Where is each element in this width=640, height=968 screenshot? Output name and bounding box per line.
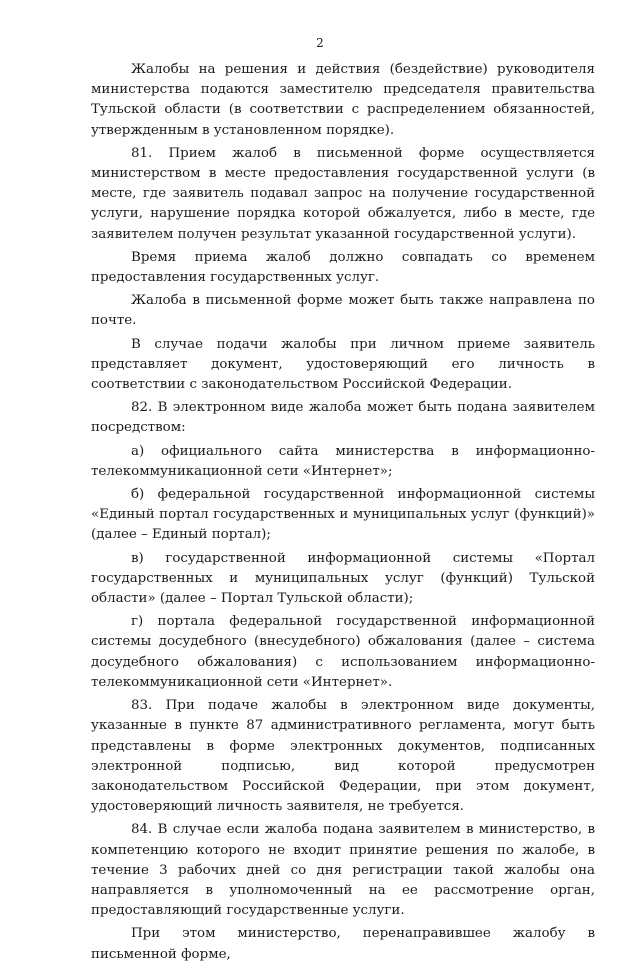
paragraph-reception-time: Время приема жалоб должно совпадать со временем предоставления государственных услуг. <box>91 249 595 286</box>
paragraph-personal-reception: В случае подачи жалобы при личном приеме заявитель представляет документ, удостоверяющий его личность в соответствии с законодательством Российской Федерации. <box>91 336 595 393</box>
paragraph-redirect: При этом министерство, перенаправившее жалобу в письменной форме, <box>91 926 595 962</box>
page-number: 2 <box>316 36 324 50</box>
paragraph-84: 84. В случае если жалоба подана заявителем в министерство, в компетенцию которого не входит принятие решения по жалобе, в течение 3 рабочих дней со дня регистрации такой жалобы она направляется в уполномоченный на ее рассмотрение орган, предоставляющий государственные услуги. <box>91 822 595 919</box>
paragraph-83: 83. При подаче жалобы в электронном виде документы, указанные в пункте 87 административного регламента, могут быть представлены в форме электронных документов, подписанных электронной подписью, вид которой предусмотрен законодательством Российской Федерации, при этом документ, удостоверяющий личность заявителя, не требуется. <box>91 698 595 815</box>
paragraph-82-g: г) портала федеральной государственной информационной системы досудебного (внесудебного) обжалования (далее – система досудебного обжалования) с использованием информационно-телекоммуникационной сети «Интернет». <box>91 614 595 690</box>
document-body <box>91 60 595 968</box>
paragraph-82-v: в) государственной информационной системы «Портал государственных и муниципальных услуг (функций) Тульской области» (далее – Портал Тульской области); <box>91 550 595 607</box>
paragraph-82-b: б) федеральной государственной информационной системы «Единый портал государственных и муниципальных услуг (функций)» (далее – Единый портал); <box>91 487 595 543</box>
paragraph-81: 81. Прием жалоб в письменной форме осуществляется министерством в месте предоставления государственной услуги (в месте, где заявитель подавал запрос на получение государственной услуги, нарушение порядка которой обжалуется, либо в месте, где заявителем получен результат указанной государственной услуги). <box>91 145 595 242</box>
paragraph-82: 82. В электронном виде жалоба может быть подана заявителем посредством: <box>91 400 595 436</box>
paragraph-by-mail: Жалоба в письменной форме может быть также направлена по почте. <box>91 293 595 329</box>
paragraph-complaint-head: Жалобы на решения и действия (бездействие) руководителя министерства подаются заместителю председателя правительства Тульской области (в соответствии с распределением обязанностей, утвержденным в установленном порядке). <box>91 62 595 138</box>
paragraph-82-a: а) официального сайта министерства в информационно-телекоммуникационной сети «Интернет»; <box>91 443 595 479</box>
